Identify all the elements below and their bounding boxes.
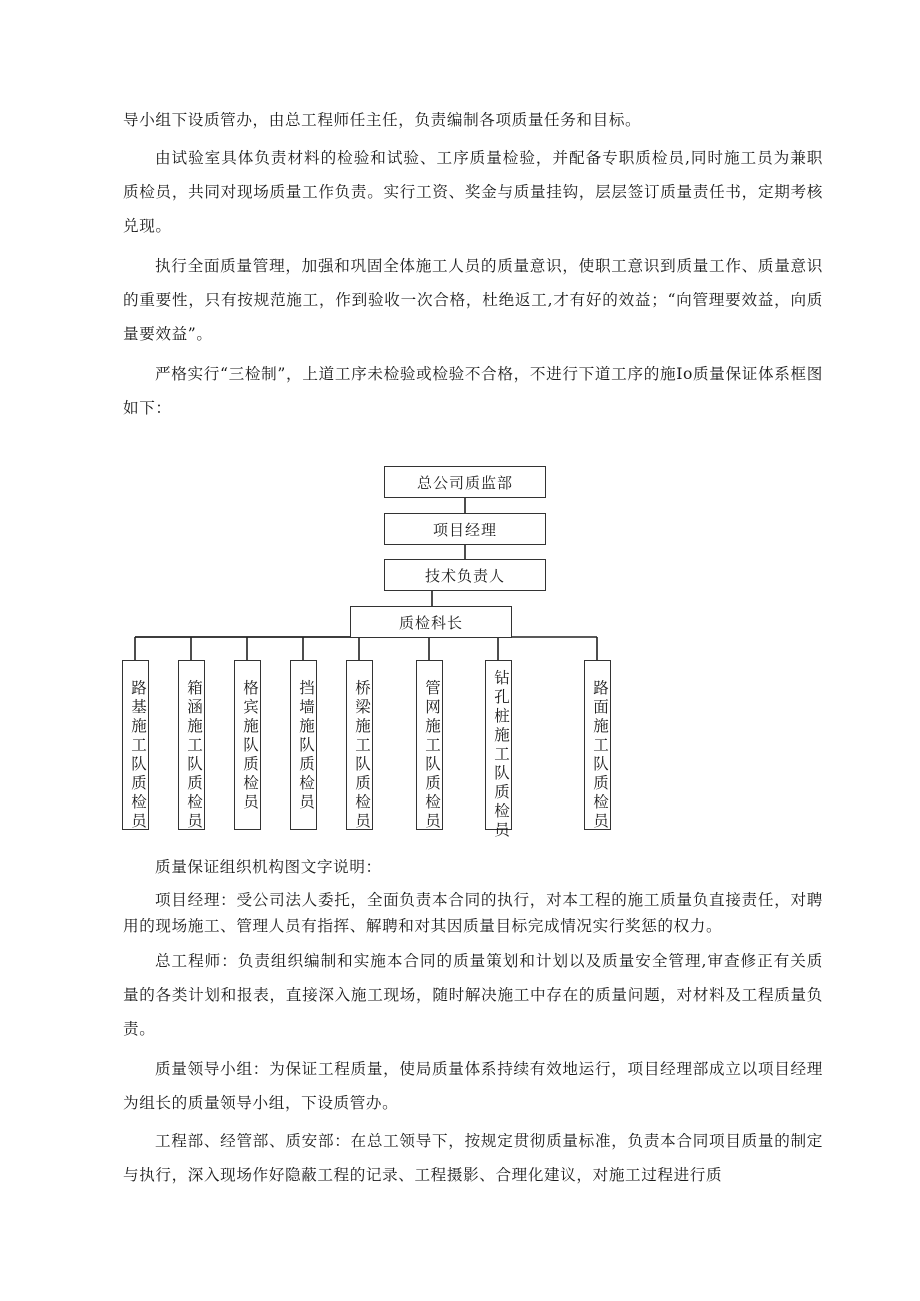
paragraph-4: 严格实行“三检制”，上道工序未检验或检验不合格，不进行下道工序的施Io质量保证体系框图如下： [123, 365, 823, 417]
paragraph-6: 项目经理：受公司法人委托，全面负责本合同的执行，对本工程的施工质量负直接责任，对聘用的现场施工、管理人员有指挥、解聘和对其因质量目标完成情况实行奖惩的权力。 [123, 891, 823, 935]
box-top-label: 总公司质监部 [416, 473, 513, 492]
box-manager-label: 项目经理 [432, 520, 497, 539]
team-label-5: 桥梁施工队质检员 [355, 679, 371, 830]
team-label-3: 格宾施队质检员 [243, 679, 259, 811]
paragraph-9: 工程部、经管部、质安部：在总工领导下，按规定贯彻质量标准，负责本合同项目质量的制定与执行，深入现场作好隐蔽工程的记录、工程摄影、合理化建议，对施工过程进行质 [123, 1132, 823, 1184]
paragraph-8: 质量领导小组：为保证工程质量，使局质量体系持续有效地运行，项目经理部成立以项目经理为组长的质量领导小组，下设质管办。 [123, 1060, 823, 1112]
team-box-4 [290, 660, 317, 830]
box-qc-head [350, 606, 512, 638]
team-box-3 [234, 660, 261, 830]
paragraph-5: 质量保证组织机构图文字说明： [155, 858, 382, 876]
paragraph-2: 由试验室具体负责材料的检验和试验、工序质量检验，并配备专职质检员,同时施工员为兼职质检员，共同对现场质量工作负责。实行工资、奖金与质量挂钩，层层签订质量责任书，定期考核兑现。 [123, 149, 823, 235]
box-qc-label: 质检科长 [398, 613, 463, 632]
team-label-1: 路基施工队质检员 [131, 679, 147, 830]
team-label-7: 钻孔桩施工队质检员 [494, 669, 510, 839]
box-project-manager [384, 513, 546, 545]
team-label-6: 管网施工队质检员 [425, 679, 441, 830]
team-box-1 [122, 660, 149, 830]
team-label-4: 挡墙施队质检员 [299, 679, 315, 811]
team-box-8 [584, 660, 611, 830]
paragraph-3: 执行全面质量管理，加强和巩固全体施工人员的质量意识，使职工意识到质量工作、质量意识的重要性，只有按规范施工，作到验收一次合格，杜绝返工,才有好的效益；“向管理要效益，向质量要效益”。 [123, 257, 823, 343]
team-box-2 [178, 660, 205, 830]
paragraph-1: 导小组下设质管办，由总工程师任主任，负责编制各项质量任务和目标。 [123, 111, 642, 129]
team-box-7 [485, 660, 512, 839]
box-tech-label: 技术负责人 [424, 566, 505, 585]
team-box-6 [416, 660, 443, 830]
paragraph-7: 总工程师：负责组织编制和实施本合同的质量策划和计划以及质量安全管理,审查修正有关质量的各类计划和报表，直接深入施工现场，随时解决施工中存在的质量问题，对材料及工程质量负责。 [123, 952, 823, 1038]
team-box-5 [346, 660, 373, 830]
team-label-2: 箱涵施工队质检员 [187, 679, 203, 830]
box-top-supervision [384, 466, 546, 498]
team-label-8: 路面施工队质检员 [593, 679, 609, 830]
box-tech-lead [384, 559, 546, 591]
